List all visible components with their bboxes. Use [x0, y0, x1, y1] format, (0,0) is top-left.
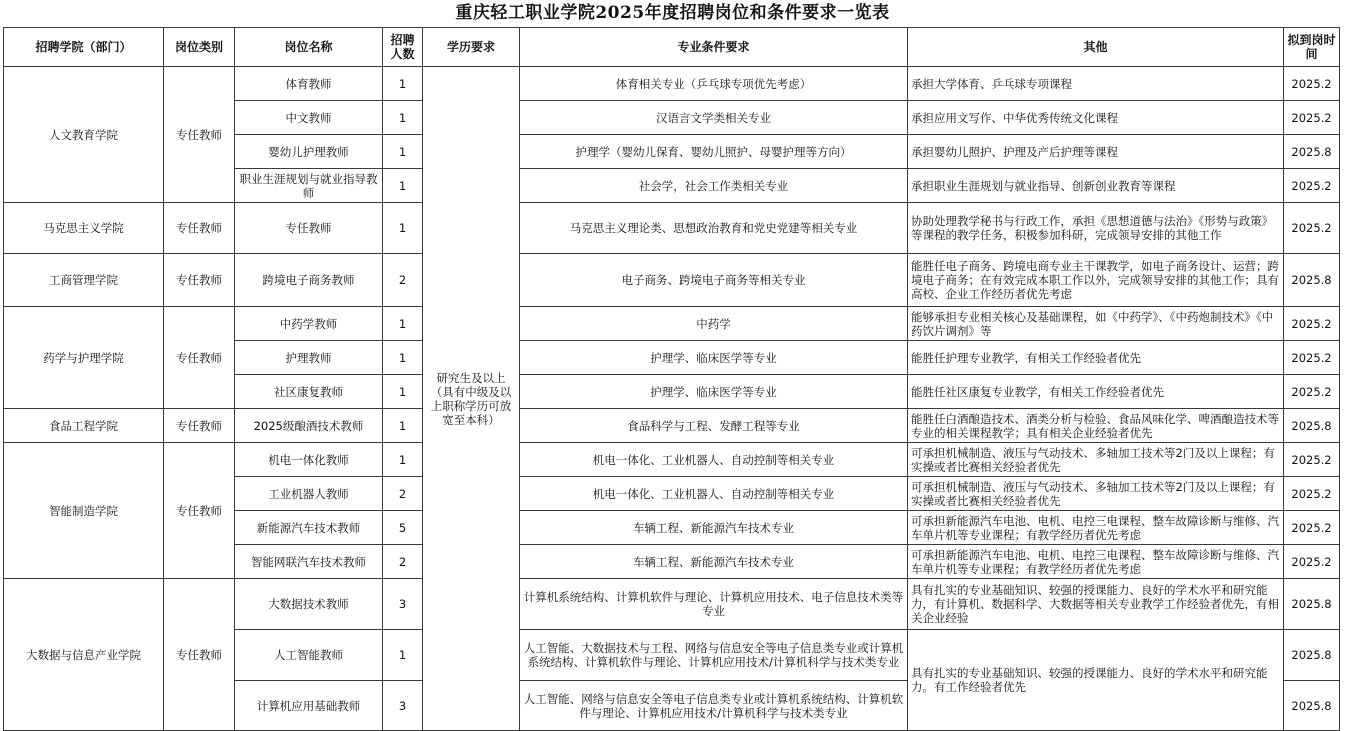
- position-cell: 计算机应用基础教师: [235, 681, 383, 731]
- category-cell: 专任教师: [164, 443, 235, 579]
- other-cell: 具有扎实的专业基础知识、较强的授课能力、良好的学术水平和研究能力。有工作经验者优先: [908, 630, 1284, 731]
- college-cell: 大数据与信息产业学院: [4, 579, 164, 731]
- table-row: [4, 67, 1340, 101]
- time-cell: 2025.8: [1284, 409, 1340, 443]
- count-cell: 2: [383, 545, 423, 579]
- major-cell: 体育相关专业（乒乓球专项优先考虑）: [520, 67, 908, 101]
- time-cell: 2025.2: [1284, 477, 1340, 511]
- other-cell: 承担婴幼儿照护、护理及产后护理等课程: [908, 135, 1284, 169]
- count-cell: 1: [383, 443, 423, 477]
- table-row: [4, 254, 1340, 307]
- position-cell: 跨境电子商务教师: [235, 254, 383, 307]
- page-title: 重庆轻工职业学院2025年度招聘岗位和条件要求一览表: [455, 3, 890, 23]
- count-cell: 3: [383, 579, 423, 630]
- major-cell: 中药学: [520, 307, 908, 341]
- count-cell: 1: [383, 67, 423, 101]
- position-cell: 2025级酿酒技术教师: [235, 409, 383, 443]
- header-other: 其他: [908, 28, 1284, 67]
- time-cell: 2025.2: [1284, 169, 1340, 203]
- time-cell: 2025.8: [1284, 579, 1340, 630]
- time-cell: 2025.2: [1284, 101, 1340, 135]
- time-cell: 2025.2: [1284, 307, 1340, 341]
- table-row: [4, 203, 1340, 254]
- position-cell: 工业机器人教师: [235, 477, 383, 511]
- other-cell: 能胜任电子商务、跨境电商专业主干课教学，如电子商务设计、运营；跨境电子商务；在有效完成本职工作以外，完成领导安排的其他工作；具有高校、企业工作经历者优先考虑: [908, 254, 1284, 307]
- category-cell: 专任教师: [164, 579, 235, 731]
- count-cell: 1: [383, 341, 423, 375]
- count-cell: 5: [383, 511, 423, 545]
- count-cell: 3: [383, 681, 423, 731]
- major-cell: 机电一体化、工业机器人、自动控制等相关专业: [520, 477, 908, 511]
- other-cell: 具有扎实的专业基础知识、较强的授课能力、良好的学术水平和研究能力，有计算机、数据科学、大数据等相关专业教学工作经验者优先，有相关企业经验: [908, 579, 1284, 630]
- position-cell: 婴幼儿护理教师: [235, 135, 383, 169]
- count-cell: 1: [383, 169, 423, 203]
- position-cell: 人工智能教师: [235, 630, 383, 681]
- category-cell: 专任教师: [164, 203, 235, 254]
- major-cell: 护理学、临床医学等专业: [520, 375, 908, 409]
- recruitment-table: [3, 27, 1340, 731]
- other-cell: 承担大学体育、乒乓球专项课程: [908, 67, 1284, 101]
- college-cell: 食品工程学院: [4, 409, 164, 443]
- position-cell: 智能网联汽车技术教师: [235, 545, 383, 579]
- category-cell: 专任教师: [164, 307, 235, 409]
- time-cell: 2025.8: [1284, 630, 1340, 681]
- time-cell: 2025.8: [1284, 135, 1340, 169]
- major-cell: 人工智能、网络与信息安全等电子信息类专业或计算机系统结构、计算机软件与理论、计算机应用技术/计算机科学与技术类专业: [520, 681, 908, 731]
- count-cell: 1: [383, 203, 423, 254]
- time-cell: 2025.2: [1284, 511, 1340, 545]
- position-cell: 机电一体化教师: [235, 443, 383, 477]
- other-cell: 承担应用文写作、中华优秀传统文化课程: [908, 101, 1284, 135]
- position-cell: 专任教师: [235, 203, 383, 254]
- position-cell: 中药学教师: [235, 307, 383, 341]
- major-cell: 人工智能、大数据技术与工程、网络与信息安全等电子信息类专业或计算机系统结构、计算机软件与理论、计算机应用技术/计算机科学与技术类专业: [520, 630, 908, 681]
- major-cell: 食品科学与工程、发酵工程等专业: [520, 409, 908, 443]
- other-cell: 可承担新能源汽车电池、电机、电控三电课程、整车故障诊断与维修、汽车单片机等专业课程；有教学经历者优先考虑: [908, 511, 1284, 545]
- time-cell: 2025.8: [1284, 681, 1340, 731]
- position-cell: 护理教师: [235, 341, 383, 375]
- other-cell: 能够承担专业相关核心及基础课程，如《中药学》、《中药炮制技术》《中药饮片调剂》等: [908, 307, 1284, 341]
- count-cell: 1: [383, 101, 423, 135]
- major-cell: 电子商务、跨境电子商务等相关专业: [520, 254, 908, 307]
- major-cell: 社会学，社会工作类相关专业: [520, 169, 908, 203]
- header-college: 招聘学院（部门）: [4, 28, 164, 67]
- header-education: 学历要求: [423, 28, 520, 67]
- time-cell: 2025.2: [1284, 443, 1340, 477]
- major-cell: 马克思主义理论类、思想政治教育和党史党建等相关专业: [520, 203, 908, 254]
- time-cell: 2025.8: [1284, 254, 1340, 307]
- position-cell: 体育教师: [235, 67, 383, 101]
- table-row: [4, 409, 1340, 443]
- table-row: [4, 443, 1340, 477]
- major-cell: 护理学（婴幼儿保育、婴幼儿照护、母婴护理等方向）: [520, 135, 908, 169]
- table-row: [4, 579, 1340, 630]
- position-cell: 大数据技术教师: [235, 579, 383, 630]
- other-cell: 能胜任白酒酿造技术、酒类分析与检验、食品风味化学、啤酒酿造技术等专业的相关课程教学；具有相关企业经验者优先: [908, 409, 1284, 443]
- major-cell: 机电一体化、工业机器人、自动控制等相关专业: [520, 443, 908, 477]
- count-cell: 1: [383, 307, 423, 341]
- time-cell: 2025.2: [1284, 341, 1340, 375]
- header-major: 专业条件要求: [520, 28, 908, 67]
- time-cell: 2025.2: [1284, 203, 1340, 254]
- major-cell: 护理学、临床医学等专业: [520, 341, 908, 375]
- other-cell: 可承担机械制造、液压与气动技术、多轴加工技术等2门及以上课程；有实操或者比赛相关经验者优先: [908, 443, 1284, 477]
- major-cell: 计算机系统结构、计算机软件与理论、计算机应用技术、电子信息技术类等专业: [520, 579, 908, 630]
- other-cell: 能胜任护理专业教学，有相关工作经验者优先: [908, 341, 1284, 375]
- college-cell: 人文教育学院: [4, 67, 164, 203]
- header-category: 岗位类别: [164, 28, 235, 67]
- position-cell: 新能源汽车技术教师: [235, 511, 383, 545]
- category-cell: 专任教师: [164, 254, 235, 307]
- count-cell: 2: [383, 254, 423, 307]
- position-cell: 职业生涯规划与就业指导教师: [235, 169, 383, 203]
- other-cell: 承担职业生涯规划与就业指导、创新创业教育等课程: [908, 169, 1284, 203]
- major-cell: 汉语言文学类相关专业: [520, 101, 908, 135]
- category-cell: 专任教师: [164, 67, 235, 203]
- education-cell: 研究生及以上（具有中级及以上职称学历可放宽至本科）: [423, 67, 520, 731]
- major-cell: 车辆工程、新能源汽车技术专业: [520, 511, 908, 545]
- college-cell: 智能制造学院: [4, 443, 164, 579]
- count-cell: 1: [383, 135, 423, 169]
- major-cell: 车辆工程、新能源汽车技术专业: [520, 545, 908, 579]
- count-cell: 1: [383, 630, 423, 681]
- time-cell: 2025.2: [1284, 67, 1340, 101]
- header-position: 岗位名称: [235, 28, 383, 67]
- other-cell: 可承担新能源汽车电池、电机、电控三电课程、整车故障诊断与维修、汽车单片机等专业课程；有教学经历者优先考虑: [908, 545, 1284, 579]
- other-cell: 协助处理教学秘书与行政工作，承担《思想道德与法治》《形势与政策》等课程的教学任务，积极参加科研，完成领导安排的其他工作: [908, 203, 1284, 254]
- position-cell: 中文教师: [235, 101, 383, 135]
- table-row: [4, 307, 1340, 341]
- other-cell: 能胜任社区康复专业教学，有相关工作经验者优先: [908, 375, 1284, 409]
- college-cell: 工商管理学院: [4, 254, 164, 307]
- header-count: 招聘人数: [383, 28, 423, 67]
- position-cell: 社区康复教师: [235, 375, 383, 409]
- header-time: 拟到岗时间: [1284, 28, 1340, 67]
- time-cell: 2025.2: [1284, 545, 1340, 579]
- other-cell: 可承担机械制造、液压与气动技术、多轴加工技术等2门及以上课程；有实操或者比赛相关经验者优先: [908, 477, 1284, 511]
- count-cell: 1: [383, 409, 423, 443]
- college-cell: 马克思主义学院: [4, 203, 164, 254]
- college-cell: 药学与护理学院: [4, 307, 164, 409]
- time-cell: 2025.2: [1284, 375, 1340, 409]
- count-cell: 2: [383, 477, 423, 511]
- count-cell: 1: [383, 375, 423, 409]
- category-cell: 专任教师: [164, 409, 235, 443]
